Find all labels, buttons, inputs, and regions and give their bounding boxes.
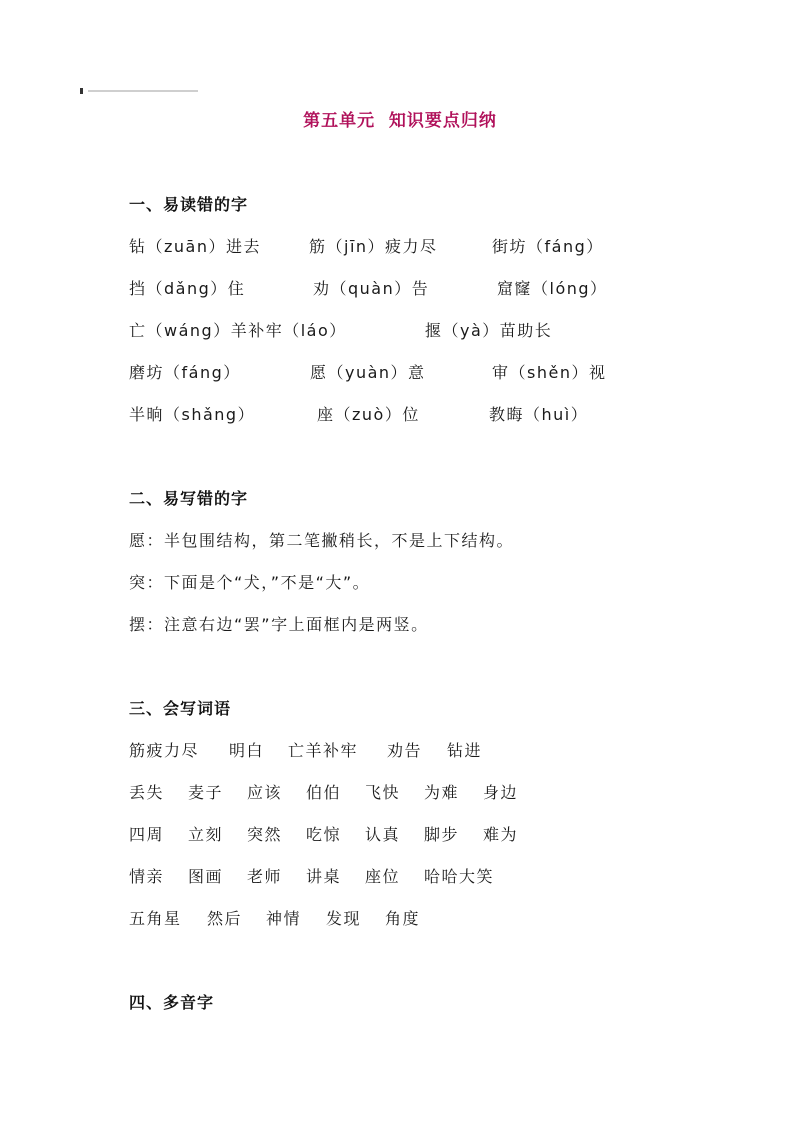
section-heading-3: 三、会写词语 xyxy=(129,699,232,718)
writing-note: 突：下面是个“犬，”不是“大”。 xyxy=(129,573,371,592)
vocab-word: 伯伯 xyxy=(306,783,342,802)
reading-item: 筋（jīn）疲力尽 xyxy=(309,237,438,256)
section-heading-2: 二、易写错的字 xyxy=(129,489,249,508)
vocab-word: 角度 xyxy=(385,909,421,928)
vocab-word: 难为 xyxy=(483,825,519,844)
vocab-word: 发现 xyxy=(326,909,362,928)
vocab-word: 麦子 xyxy=(188,783,224,802)
header-faint-line xyxy=(88,90,198,92)
page-title: 第五单元 知识要点归纳 xyxy=(303,111,497,131)
writing-note: 摆：注意右边“罢”字上面框内是两竖。 xyxy=(129,615,429,634)
reading-item: 磨坊（fáng） xyxy=(129,363,241,382)
vocab-word: 哈哈大笑 xyxy=(424,867,495,886)
reading-item: 教晦（huì） xyxy=(489,405,589,424)
reading-item: 窟窿（lóng） xyxy=(497,279,608,298)
section-heading-4: 四、多音字 xyxy=(129,993,215,1012)
writing-note: 愿：半包围结构，第二笔撇稍长，不是上下结构。 xyxy=(129,531,515,550)
reading-item: 挡（dǎng）住 xyxy=(129,279,246,298)
vocab-word: 座位 xyxy=(365,867,401,886)
section-heading-1: 一、易读错的字 xyxy=(129,195,249,214)
vocab-word: 讲桌 xyxy=(306,867,342,886)
vocab-word: 图画 xyxy=(188,867,224,886)
header-mark xyxy=(80,88,200,94)
vocab-word: 神情 xyxy=(266,909,302,928)
vocab-word: 应该 xyxy=(247,783,283,802)
vocab-word: 丢失 xyxy=(129,783,165,802)
vocab-word: 老师 xyxy=(247,867,283,886)
reading-item: 座（zuò）位 xyxy=(317,405,420,424)
vocab-word: 脚步 xyxy=(424,825,460,844)
vocab-word: 明白 xyxy=(229,741,265,760)
vocab-word: 为难 xyxy=(424,783,460,802)
vocab-word: 吃惊 xyxy=(306,825,342,844)
vocab-word: 身边 xyxy=(483,783,519,802)
reading-item: 钻（zuān）进去 xyxy=(129,237,261,256)
vocab-word: 钻进 xyxy=(447,741,483,760)
header-tick xyxy=(80,88,83,94)
vocab-word: 立刻 xyxy=(188,825,224,844)
reading-item: 亡（wáng）羊补牢（láo） xyxy=(129,321,347,340)
vocab-word: 五角星 xyxy=(129,909,182,928)
vocab-word: 认真 xyxy=(365,825,401,844)
vocab-word: 然后 xyxy=(207,909,243,928)
reading-item: 劝（quàn）告 xyxy=(313,279,430,298)
vocab-word: 飞快 xyxy=(365,783,401,802)
reading-item: 愿（yuàn）意 xyxy=(310,363,426,382)
reading-item: 审（shěn）视 xyxy=(492,363,607,382)
vocab-word: 劝告 xyxy=(387,741,423,760)
reading-item: 街坊（fáng） xyxy=(492,237,604,256)
vocab-word: 情亲 xyxy=(129,867,165,886)
vocab-word: 亡羊补牢 xyxy=(288,741,359,760)
reading-item: 半晌（shǎng） xyxy=(129,405,256,424)
vocab-word: 筋疲力尽 xyxy=(129,741,200,760)
vocab-word: 突然 xyxy=(247,825,283,844)
vocab-word: 四周 xyxy=(129,825,165,844)
reading-item: 揠（yà）苗助长 xyxy=(425,321,553,340)
